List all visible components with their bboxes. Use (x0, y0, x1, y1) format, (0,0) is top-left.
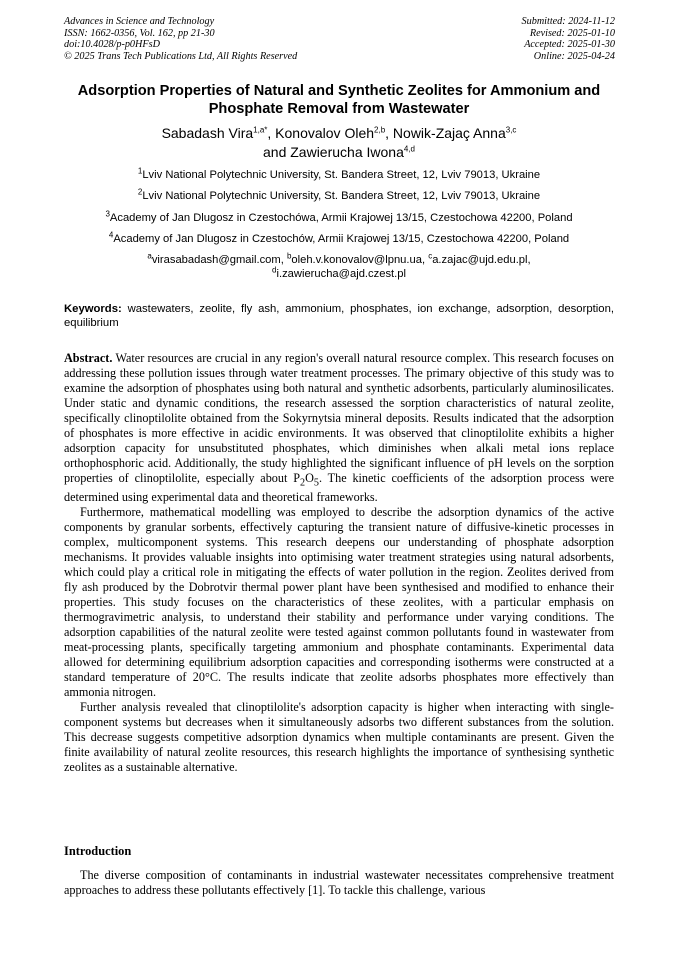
author-sup: 4,d (403, 143, 415, 153)
submitted-date: Submitted: 2024-11-12 (521, 16, 615, 27)
author-line-1: Sabadash Vira$^{1,a*}$, Konovalov Oleh$^{2,b}$, Nowik-Zajaç Anna$^{3,c}$ (161, 125, 517, 141)
keywords-text: wastewaters, zeolite, fly ash, ammonium, phosphates, ion exchange, adsorption, desorption, equilibrium (64, 303, 614, 329)
online-date: Online: 2025-04-24 (533, 50, 615, 62)
author-sup: 1,a* (253, 125, 268, 135)
journal-info (64, 16, 297, 62)
keywords (64, 302, 614, 330)
author-name: Sabadash Vira (161, 125, 254, 141)
introduction-paragraph-1: The diverse composition of contaminants in industrial wastewater necessitates comprehensive treatment approaches to address these pollutants effectively [1]. To tackle this challenge, various (64, 868, 614, 897)
author-name: Konovalov Oleh (275, 125, 375, 141)
affiliation-1: $^1$Lviv National Polytechnic University, St. Bandera Street, 12, Lviv 79013, Ukraine (137, 166, 541, 181)
affiliation-4: $^4$Academy of Jan Dlugosz in Czestochów, Armii Krajowej 13/15, Czestochowa 42200, Poland (108, 230, 570, 245)
email-link[interactable]: i.zawierucha@ajd.czest.pl (276, 268, 406, 280)
email-link[interactable]: oleh.v.konovalov@lpnu.ua (291, 254, 422, 266)
author-list (50, 124, 628, 161)
email-link[interactable]: a.zajac@ujd.edu.pl (432, 254, 528, 266)
author-sup: 3,c (505, 125, 517, 135)
section-heading-introduction: Introduction (64, 844, 132, 858)
email-line-2: $^d$i.zawierucha@ajd.czest.pl (272, 265, 406, 280)
author-emails (40, 253, 638, 281)
abstract (64, 351, 614, 775)
email-line-1: $^a$virasabadash@gmail.com, $^b$oleh.v.konovalov@lpnu.ua, $^c$a.zajac@ujd.edu.pl, (147, 251, 531, 266)
journal-doi: doi:10.4028/p-p0HFsD (64, 39, 160, 51)
email-link[interactable]: virasabadash@gmail.com (151, 254, 281, 266)
publication-dates (522, 16, 615, 62)
keywords-label: Keywords: (64, 303, 122, 315)
introduction-body (64, 868, 614, 898)
affiliation-3: $^3$Academy of Jan Dlugosz in Czestochówa, Armii Krajowej 13/15, Czestochowa 42200, Poland (105, 209, 573, 224)
journal-issn: ISSN: 1662-0356, Vol. 162, pp 21-30 (64, 27, 215, 39)
paper-title: Adsorption Properties of Natural and Synthetic Zeolites for Ammonium and Phosphate Removal from Wastewater (77, 83, 601, 117)
abstract-paragraph-2: Furthermore, mathematical modelling was employed to describe the adsorption dynamics of the active components by granular sorbents, effectively capturing the transient nature of diffusive-kinetic processes in complex, multicomponent systems. This research deepens our understanding of phosphate adsorption mechanisms. It provides valuable insights into optimising water treatment strategies using natural adsorbents, which could play a critical role in mitigating the effects of water pollution in the region. Zeolites derived from fly ash produced by the Dobrotvir thermal power plant have been synthesised and modified to enhance their properties. This study focuses on the characteristics of these zeolites, with a particular emphasis on thermogravimetric analysis, to understand their stability and performance under varying conditions. The adsorption capabilities of the natural zeolite were tested against common pollutants found in wastewater from meat-processing plants, specifically targeting ammonium and phosphate contaminants. Experimental data allowed for determining equilibrium adsorption capacities and corresponding isotherms were constructed at a standard temperature of 20°C. The results indicate that zeolite adsorbs phosphates more effectively than ammonia nitrogen. (64, 505, 614, 700)
author-sup: 2,b (374, 125, 386, 135)
author-name: Nowik-Zajaç Anna (392, 125, 506, 141)
abstract-paragraph-1: Abstract. Water resources are crucial in any region's overall natural resource complex. This research focuses on addressing these pollution issues through water treatment processes. The primary objective of this study was to examine the adsorption of phosphates using both natural and synthetic adsorbents, particularly aluminosilicates. Under static and dynamic conditions, the research assessed the sorption characteristics of natural zeolite, specifically clinoptilolite obtained from the Sokyrnytsia mineral deposits. Results indicated that the adsorption of phosphates is more effective in acidic environments. It was observed that clinoptilolite exhibits a higher adsorption capacity for unsubstituted phosphates, which diminishes when alkali metal ions replace orthophosphoric acid. Additionally, the study highlighted the significant influence of pH levels on the sorption properties of clinoptilolite, especially about $P_2O_5$. The kinetic coefficients of the adsorption process were determined using experimental data and theoretical frameworks. (64, 351, 614, 505)
abstract-label: Abstract. (64, 351, 113, 365)
author-line-2 (50, 143, 628, 162)
affiliation-2: $^2$Lviv National Polytechnic University, St. Bandera Street, 12, Lviv 79013, Ukraine (137, 187, 541, 202)
journal-name: Advances in Science and Technology (64, 16, 215, 27)
revised-date: Revised: 2025-01-10 (529, 27, 615, 39)
accepted-date: Accepted: 2025-01-30 (524, 39, 615, 51)
abstract-paragraph-3: Further analysis revealed that clinoptilolite's adsorption capacity is higher when interacting with single-component systems but decreases when it simultaneously adsorbs two different substances from the solution. This decrease suggests competitive adsorption dynamics when multiple contaminants are present. Given the finite availability of natural zeolite resources, this research highlights the importance of synthesising synthetic zeolites as a sustainable alternative. (64, 700, 614, 775)
author-name: and Zawierucha Iwona (263, 143, 404, 160)
journal-copyright: © 2025 Trans Tech Publications Ltd, All Rights Reserved (64, 50, 298, 62)
